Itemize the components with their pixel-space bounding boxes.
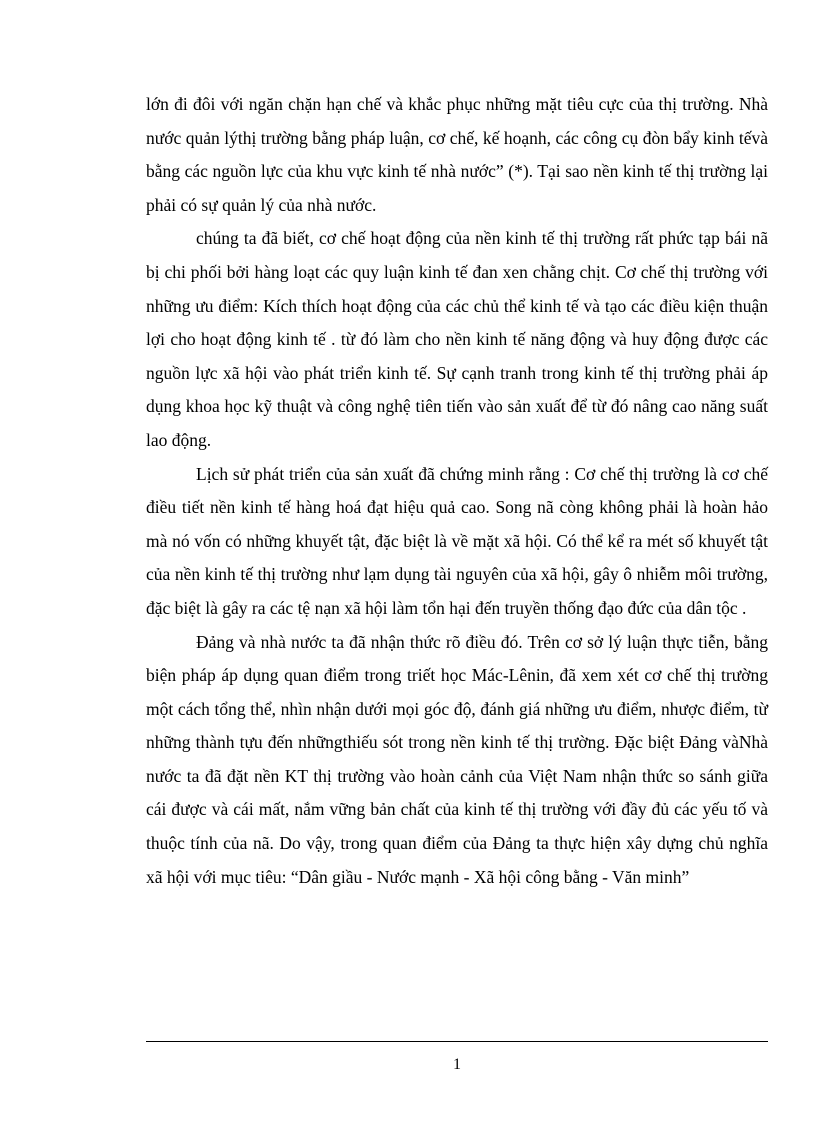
- paragraph-market-mechanism: chúng ta đã biết, cơ chế hoạt động của nền kinh tế thị trường rất phức tạp bái nã bị chi phối bởi hàng loạt các quy luận kinh tế đan xen chằng chịt. Cơ chế thị trường với những ưu điểm: Kích thích hoạt động của các chủ thể kinh tế và tạo các điều kiện thuận lợi cho hoạt động kinh tế . từ đó làm cho nền kinh tế năng động và huy động được các nguồn lực xã hội vào phát triển kinh tế. Sự cạnh tranh trong kinh tế thị trường phải áp dụng khoa học kỹ thuật và công nghệ tiên tiến vào sản xuất để từ đó nâng cao năng suất lao động.: [146, 228, 768, 450]
- footer-divider: [146, 1041, 768, 1042]
- paragraph-continuation: lớn đi đôi với ngăn chặn hạn chế và khắc phục những mặt tiêu cực của thị trường. Nhà nước quản lýthị trường bằng pháp luận, cơ chế, kế hoạnh, các công cụ đòn bẩy kinh tếvà bằng các nguồn lực của khu vực kinh tế nhà nước” (*). Tại sao nền kinh tế thị trường lại phải có sự quản lý của nhà nước.: [146, 94, 768, 215]
- body-text: [146, 88, 768, 894]
- paragraph-history-of-production: Lịch sử phát triển của sản xuất đã chứng minh rằng : Cơ chế thị trường là cơ chế điều tiết nền kinh tế hàng hoá đạt hiệu quả cao. Song nã còng không phải là hoàn hảo mà nó vốn có những khuyết tật, đặc biệt là về mặt xã hội. Có thể kể ra mét số khuyết tật của nền kinh tế thị trường như lạm dụng tài nguyên của xã hội, gây ô nhiễm môi trường, đặc biệt là gây ra các tệ nạn xã hội làm tổn hại đến truyền thống đạo đức của dân tộc .: [146, 463, 768, 618]
- page-number: 1: [453, 1056, 461, 1073]
- paragraph-party-and-state: Đảng và nhà nước ta đã nhận thức rõ điều đó. Trên cơ sở lý luận thực tiễn, bằng biện pháp áp dụng quan điểm trong triết học Mác-Lênin, đã xem xét cơ chế thị trường một cách tổng thể, nhìn nhận dưới mọi góc độ, đánh giá những ưu điểm, nhược điểm, từ những thành tựu đến nhữngthiếu sót trong nền kinh tế thị trường. Đặc biệt Đảng vàNhà nước ta đã đặt nền KT thị trường vào hoàn cảnh của Việt Nam nhận thức so sánh giữa cái được và cái mất, nắm vững bản chất của kinh tế thị trường với đầy đủ các yếu tố và thuộc tính của nã. Do vậy, trong quan điểm của Đảng ta thực hiện xây dựng chủ nghĩa xã hội với mục tiêu: “Dân giầu - Nước mạnh - Xã hội công bằng - Văn minh”: [146, 631, 768, 887]
